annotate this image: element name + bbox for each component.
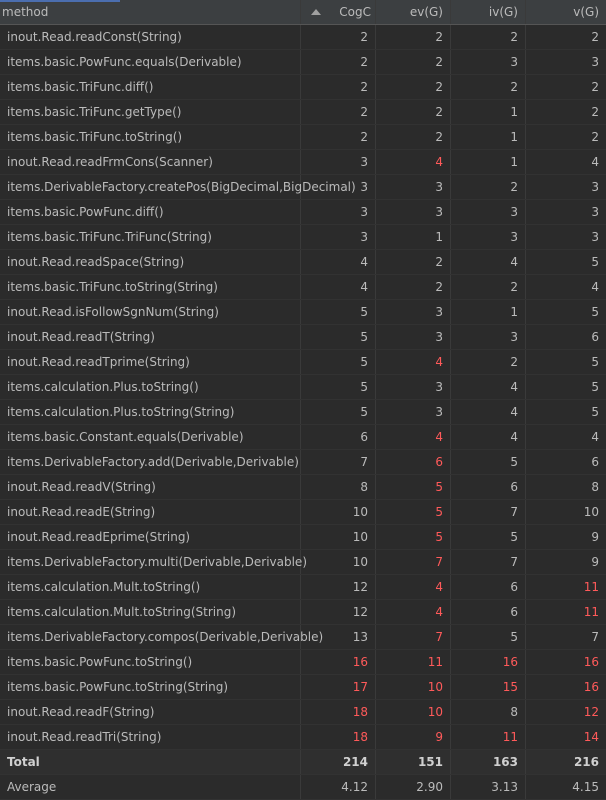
table-row[interactable] [0, 600, 606, 625]
table-row[interactable] [0, 450, 606, 475]
method-name: items.DerivableFactory.compos(Derivable,Derivable) [0, 625, 301, 649]
total-v: 216 [573, 755, 599, 769]
table-row[interactable] [0, 100, 606, 125]
metric-cogc: 10 [301, 550, 376, 574]
metric-v: 4 [591, 430, 599, 444]
table-row[interactable] [0, 475, 606, 500]
table-body [0, 25, 606, 750]
metric-cogc: 4 [301, 250, 376, 274]
metric-iv: 1 [451, 300, 526, 324]
method-name: inout.Read.readEprime(String) [0, 525, 301, 549]
column-header-v[interactable] [526, 0, 606, 24]
metric-iv: 5 [451, 525, 526, 549]
metric-ev: 4 [376, 575, 451, 599]
method-name: items.basic.PowFunc.toString(String) [0, 675, 301, 699]
metric-iv: 2 [451, 75, 526, 99]
table-row[interactable] [0, 500, 606, 525]
metric-iv: 11 [451, 725, 526, 749]
table-row[interactable] [0, 625, 606, 650]
metric-cogc: 5 [301, 400, 376, 424]
metric-cogc: 10 [301, 500, 376, 524]
metric-v: 9 [591, 555, 599, 569]
table-row[interactable] [0, 50, 606, 75]
method-name: items.calculation.Plus.toString() [0, 375, 301, 399]
total-cogc: 214 [301, 750, 376, 774]
metric-ev: 5 [376, 525, 451, 549]
metric-ev: 10 [376, 700, 451, 724]
metric-iv: 4 [451, 425, 526, 449]
column-header-v-label: v(G) [573, 5, 599, 19]
metric-ev: 11 [376, 650, 451, 674]
metric-v: 2 [591, 30, 599, 44]
table-row[interactable] [0, 725, 606, 750]
metric-iv: 1 [451, 150, 526, 174]
metric-v: 5 [591, 355, 599, 369]
table-row[interactable] [0, 650, 606, 675]
method-name: items.basic.TriFunc.getType() [0, 100, 301, 124]
metric-iv: 1 [451, 100, 526, 124]
metric-ev: 9 [376, 725, 451, 749]
metric-v: 5 [591, 405, 599, 419]
metric-ev: 4 [376, 150, 451, 174]
metric-v: 7 [591, 630, 599, 644]
method-name: items.basic.TriFunc.toString(String) [0, 275, 301, 299]
table-header [0, 0, 606, 25]
method-name: items.basic.PowFunc.toString() [0, 650, 301, 674]
metric-iv: 8 [451, 700, 526, 724]
metric-cogc: 10 [301, 525, 376, 549]
metric-v: 5 [591, 255, 599, 269]
metric-ev: 1 [376, 225, 451, 249]
selection-indicator [0, 0, 120, 2]
method-name: items.DerivableFactory.createPos(BigDecimal,BigDecimal) [0, 175, 301, 199]
metric-iv: 3 [451, 325, 526, 349]
column-header-method[interactable] [0, 0, 301, 24]
metric-ev: 2 [376, 125, 451, 149]
metric-ev: 6 [376, 450, 451, 474]
metric-v: 16 [583, 680, 599, 694]
metric-ev: 3 [376, 325, 451, 349]
method-name: inout.Read.readFrmCons(Scanner) [0, 150, 301, 174]
total-ev: 151 [376, 750, 451, 774]
metric-iv: 7 [451, 550, 526, 574]
metric-ev: 2 [376, 275, 451, 299]
total-label: Total [0, 750, 301, 774]
metric-cogc: 18 [301, 725, 376, 749]
metric-cogc: 16 [301, 650, 376, 674]
average-row[interactable] [0, 775, 606, 800]
table-row[interactable] [0, 700, 606, 725]
metric-ev: 2 [376, 250, 451, 274]
metric-cogc: 5 [301, 300, 376, 324]
metric-v: 4 [591, 280, 599, 294]
metric-ev: 2 [376, 25, 451, 49]
metric-v: 3 [591, 230, 599, 244]
metric-cogc: 7 [301, 450, 376, 474]
column-header-method-label: method [2, 5, 49, 19]
metric-iv: 5 [451, 625, 526, 649]
metric-cogc: 5 [301, 325, 376, 349]
metric-cogc: 4 [301, 275, 376, 299]
metric-v: 2 [591, 80, 599, 94]
average-label: Average [0, 775, 301, 799]
column-header-cogc-label: CogC [339, 5, 371, 19]
metric-iv: 15 [451, 675, 526, 699]
metric-ev: 3 [376, 300, 451, 324]
metric-iv: 2 [451, 175, 526, 199]
method-name: inout.Read.readF(String) [0, 700, 301, 724]
method-name: inout.Read.isFollowSgnNum(String) [0, 300, 301, 324]
metric-iv: 4 [451, 375, 526, 399]
metric-cogc: 2 [301, 50, 376, 74]
metric-v: 12 [583, 705, 599, 719]
average-cogc: 4.12 [301, 775, 376, 799]
metric-iv: 16 [451, 650, 526, 674]
metric-ev: 2 [376, 100, 451, 124]
metric-ev: 2 [376, 75, 451, 99]
metric-ev: 3 [376, 200, 451, 224]
table-row[interactable] [0, 375, 606, 400]
average-iv: 3.13 [451, 775, 526, 799]
column-header-ev-label: ev(G) [409, 5, 443, 19]
method-name: inout.Read.readConst(String) [0, 25, 301, 49]
table-row[interactable] [0, 275, 606, 300]
method-name: inout.Read.readE(String) [0, 500, 301, 524]
metric-v: 6 [591, 330, 599, 344]
metric-cogc: 13 [301, 625, 376, 649]
table-row[interactable] [0, 550, 606, 575]
average-v: 4.15 [572, 780, 599, 794]
metric-cogc: 8 [301, 475, 376, 499]
metric-v: 9 [591, 530, 599, 544]
metric-iv: 6 [451, 575, 526, 599]
metric-cogc: 17 [301, 675, 376, 699]
metric-ev: 4 [376, 600, 451, 624]
metric-cogc: 2 [301, 100, 376, 124]
method-name: items.basic.PowFunc.diff() [0, 200, 301, 224]
table-row[interactable] [0, 675, 606, 700]
table-row[interactable] [0, 175, 606, 200]
metric-ev: 2 [376, 50, 451, 74]
metric-iv: 4 [451, 400, 526, 424]
method-name: inout.Read.readV(String) [0, 475, 301, 499]
metric-v: 14 [583, 730, 599, 744]
method-name: inout.Read.readTri(String) [0, 725, 301, 749]
method-name: items.basic.TriFunc.TriFunc(String) [0, 225, 301, 249]
metric-v: 4 [591, 155, 599, 169]
metric-iv: 7 [451, 500, 526, 524]
method-name: inout.Read.readT(String) [0, 325, 301, 349]
metric-cogc: 2 [301, 125, 376, 149]
metric-cogc: 12 [301, 575, 376, 599]
metric-ev: 3 [376, 175, 451, 199]
metric-v: 2 [591, 130, 599, 144]
method-name: items.basic.TriFunc.toString() [0, 125, 301, 149]
table-row[interactable] [0, 575, 606, 600]
metric-v: 6 [591, 455, 599, 469]
table-row[interactable] [0, 25, 606, 50]
metric-ev: 5 [376, 475, 451, 499]
metric-iv: 3 [451, 50, 526, 74]
table-row[interactable] [0, 350, 606, 375]
metric-cogc: 3 [301, 150, 376, 174]
metric-iv: 2 [451, 350, 526, 374]
column-header-iv[interactable] [451, 0, 526, 24]
metric-cogc: 18 [301, 700, 376, 724]
table-row[interactable] [0, 525, 606, 550]
metric-v: 11 [583, 605, 599, 619]
method-name: items.calculation.Plus.toString(String) [0, 400, 301, 424]
table-row[interactable] [0, 200, 606, 225]
metric-iv: 3 [451, 225, 526, 249]
metric-v: 5 [591, 305, 599, 319]
column-header-ev[interactable] [376, 0, 451, 24]
metric-cogc: 3 [301, 200, 376, 224]
table-row[interactable] [0, 250, 606, 275]
sort-ascending-icon[interactable] [311, 9, 321, 15]
metric-cogc: 2 [301, 75, 376, 99]
metric-iv: 3 [451, 200, 526, 224]
method-name: items.basic.PowFunc.equals(Derivable) [0, 50, 301, 74]
column-header-cogc[interactable] [301, 0, 376, 24]
table-row[interactable] [0, 325, 606, 350]
table-row[interactable] [0, 150, 606, 175]
table-row[interactable] [0, 400, 606, 425]
metric-cogc: 2 [301, 25, 376, 49]
metric-ev: 7 [376, 550, 451, 574]
metric-cogc: 5 [301, 350, 376, 374]
method-name: items.DerivableFactory.multi(Derivable,Derivable) [0, 550, 301, 574]
metric-iv: 1 [451, 125, 526, 149]
method-name: items.DerivableFactory.add(Derivable,Derivable) [0, 450, 301, 474]
metric-v: 8 [591, 480, 599, 494]
metric-cogc: 3 [301, 225, 376, 249]
metric-ev: 4 [376, 425, 451, 449]
method-name: items.basic.TriFunc.diff() [0, 75, 301, 99]
method-name: items.basic.Constant.equals(Derivable) [0, 425, 301, 449]
metric-v: 3 [591, 180, 599, 194]
method-name: inout.Read.readTprime(String) [0, 350, 301, 374]
metric-v: 16 [583, 655, 599, 669]
metric-cogc: 6 [301, 425, 376, 449]
metric-ev: 7 [376, 625, 451, 649]
metric-v: 11 [583, 580, 599, 594]
metric-cogc: 12 [301, 600, 376, 624]
metric-ev: 3 [376, 375, 451, 399]
column-header-iv-label: iv(G) [488, 5, 518, 19]
metric-v: 5 [591, 380, 599, 394]
metric-iv: 2 [451, 275, 526, 299]
metric-iv: 2 [451, 25, 526, 49]
metric-iv: 6 [451, 475, 526, 499]
total-iv: 163 [451, 750, 526, 774]
metric-ev: 3 [376, 400, 451, 424]
metric-v: 10 [583, 505, 599, 519]
average-ev: 2.90 [376, 775, 451, 799]
metric-ev: 5 [376, 500, 451, 524]
table-row[interactable] [0, 225, 606, 250]
metric-v: 2 [591, 105, 599, 119]
method-name: inout.Read.readSpace(String) [0, 250, 301, 274]
metric-iv: 5 [451, 450, 526, 474]
method-name: items.calculation.Mult.toString(String) [0, 600, 301, 624]
metric-iv: 6 [451, 600, 526, 624]
table-row[interactable] [0, 125, 606, 150]
table-row[interactable] [0, 300, 606, 325]
metric-cogc: 3 [301, 175, 376, 199]
table-row[interactable] [0, 425, 606, 450]
total-row[interactable] [0, 750, 606, 775]
metric-ev: 10 [376, 675, 451, 699]
metric-v: 3 [591, 55, 599, 69]
metric-cogc: 5 [301, 375, 376, 399]
metric-iv: 4 [451, 250, 526, 274]
method-name: items.calculation.Mult.toString() [0, 575, 301, 599]
metric-v: 3 [591, 205, 599, 219]
table-row[interactable] [0, 75, 606, 100]
metric-ev: 4 [376, 350, 451, 374]
